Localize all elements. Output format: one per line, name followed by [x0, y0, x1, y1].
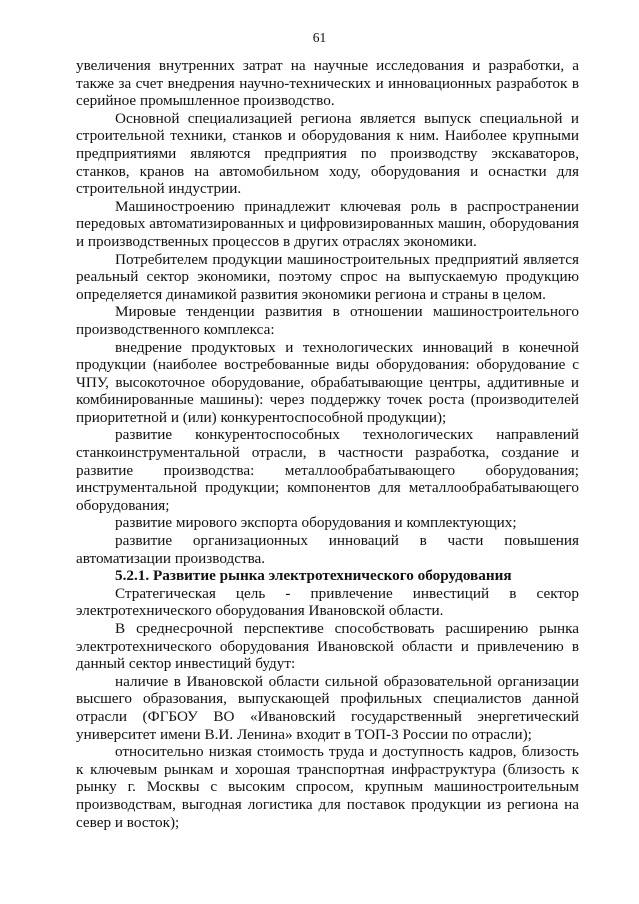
paragraph-consumers: Потребителем продукции машиностроительных предприятий является реальный сектор экономики, поэтому спрос на выпускаемую продукцию определяется динамикой развития экономики региона и страны в целом.	[76, 250, 579, 303]
paragraph-strategic-goal: Стратегическая цель - привлечение инвестиций в сектор электротехнического оборудования Ивановской области.	[76, 584, 579, 620]
section-heading: 5.2.1. Развитие рынка электротехнического оборудования	[115, 567, 512, 585]
list-item-labor-logistics: относительно низкая стоимость труда и доступность кадров, близость к ключевым рынкам и хорошая транспортная инфраструктура (близость к рынку г. Москвы с высоким спросом, крупным машиностроительным производствам, выгодная логистика для поставок продукции из региона на север и восток);	[76, 743, 579, 831]
paragraph-continuation: увеличения внутренних затрат на научные исследования и разработки, а также за счет внедрения научно-технических и инновационных разработок в серийное промышленное производство.	[76, 57, 579, 110]
list-item-innovations: внедрение продуктовых и технологических инноваций в конечной продукции (наиболее востребованные виды оборудования: оборудование с ЧПУ, высокоточное оборудование, обрабатывающие центры, аддитивные и комбинированные машины): через поддержку точек роста (производителей приоритетной и (или) конкурентоспособной продукции);	[76, 338, 579, 426]
list-item-export: развитие мирового экспорта оборудования и комплектующих;	[115, 514, 517, 532]
paragraph-world-trends: Мировые тенденции развития в отношении машиностроительного производственного комплекса:	[76, 303, 579, 338]
list-item-competitive-directions: развитие конкурентоспособных технологических направлений станкоинструментальной отрасли, в частности разработка, создание и развитие производства: металлообрабатывающего оборудования; инструментальной продукции; компонентов для металлообрабатывающего оборудования;	[76, 426, 579, 514]
paragraph-specialization: Основной специализацией региона является выпуск специальной и строительной техники, станков и оборудования к ним. Наиболее крупными предприятиями являются предприятия по производству экскаваторов, станков, кранов на автомобильном ходу, оборудования и оснастки для строительной индустрии.	[76, 109, 579, 198]
paragraph-mid-term: В среднесрочной перспективе способствовать расширению рынка электротехнического оборудования Ивановской области и привлечению в данный сектор инвестиций будут:	[76, 620, 579, 673]
page-body	[76, 57, 579, 831]
paragraph-machine-building-role: Машиностроению принадлежит ключевая роль в распространении передовых автоматизированных и цифровизированных машин, оборудования и производственных процессов в других отраслях экономики.	[76, 197, 579, 250]
list-item-education: наличие в Ивановской области сильной образовательной организации высшего образования, выпускающей профильных специалистов данной отрасли (ФГБОУ ВО «Ивановский государственный энергетический университет имени В.И. Ленина» входит в ТОП-3 России по отрасли);	[76, 672, 579, 743]
page-number: 61	[312, 30, 327, 45]
list-item-organizational-innovations: развитие организационных инноваций в части повышения автоматизации производства.	[76, 532, 579, 567]
